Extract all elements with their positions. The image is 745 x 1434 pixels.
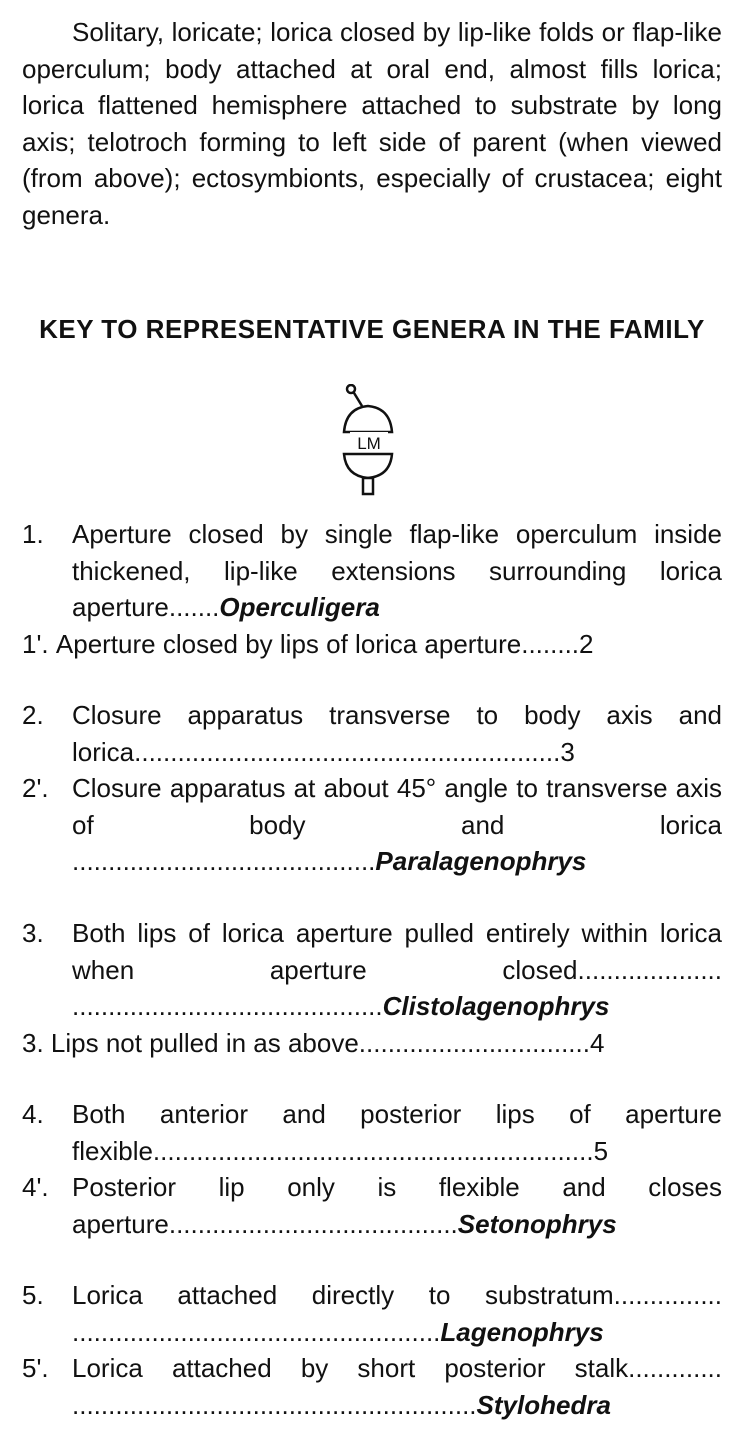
entry-number: 5'.	[22, 1353, 49, 1383]
key-entry-5-alt	[22, 1350, 722, 1423]
entry-number: 1.	[22, 519, 44, 549]
entry-text: Closure apparatus at about 45° angle to transverse axis of body and lorica ..........................................Paralagenophrys	[72, 773, 722, 876]
entry-number: 4'.	[22, 1172, 49, 1202]
key-entry-1	[22, 516, 722, 626]
entry-text: Aperture closed by single flap-like operculum inside thickened, lip-like extensions surrounding lorica aperture.......Operculigera	[72, 519, 722, 622]
entry-text: Lips not pulled in as above................................4	[50, 1027, 605, 1058]
genus-name: Stylohedra	[476, 1389, 611, 1420]
key-couplet-4	[22, 1096, 722, 1242]
key-couplet-1	[22, 516, 722, 662]
light-microscope-icon	[336, 384, 400, 502]
entry-number: 5.	[22, 1280, 44, 1310]
entry-number: 2.	[22, 700, 44, 730]
key-entry-4	[22, 1096, 722, 1169]
genus-name: Paralagenophrys	[375, 846, 587, 876]
entry-number: 3.	[22, 918, 44, 948]
key-entry-2-alt	[22, 770, 722, 880]
entry-number: 1'.	[22, 628, 49, 659]
entry-text: Lorica attached directly to substratum............... ...................................................Lagenophrys	[72, 1280, 722, 1347]
family-description: Solitary, loricate; lorica closed by lip-like folds or flap-like operculum; body attached at oral end, almost fills lorica; lorica flattened hemisphere attached to substrate by long axis; telotroch forming to left side of parent (when viewed (from above); ectosymbionts, especially of crustacea; eight genera.	[22, 17, 722, 230]
key-couplet-5	[22, 1277, 722, 1423]
entry-text: Both anterior and posterior lips of aperture flexible.............................................................5	[72, 1099, 722, 1166]
genus-name: Lagenophrys	[440, 1316, 604, 1347]
entry-number: 3.	[22, 1027, 44, 1058]
genus-name: Operculigera	[219, 592, 380, 622]
key-couplet-3	[22, 915, 722, 1061]
entry-text: Both lips of lorica aperture pulled entirely within lorica when aperture closed.................... ...........................................Clistolagenophrys	[72, 918, 722, 1021]
key-entry-3	[22, 915, 722, 1025]
key-entry-1-alt	[22, 626, 722, 663]
key-entry-4-alt	[22, 1169, 722, 1242]
entry-text: Lorica attached by short posterior stalk............. ........................................................Stylohedra	[72, 1353, 722, 1420]
entry-text: Closure apparatus transverse to body axis and lorica...........................................................3	[72, 700, 722, 767]
entry-text: Posterior lip only is flexible and closes aperture........................................Setonophrys	[72, 1172, 722, 1239]
key-heading: KEY TO REPRESENTATIVE GENERA IN THE FAMILY	[39, 314, 705, 344]
genus-name: Setonophrys	[457, 1208, 617, 1239]
lm-label: LM	[357, 434, 381, 453]
entry-text: Aperture closed by lips of lorica aperture........2	[55, 628, 594, 659]
entry-number: 4.	[22, 1099, 44, 1129]
key-entry-5	[22, 1277, 722, 1350]
genus-name: Clistolagenophrys	[382, 991, 610, 1021]
entry-number: 2'.	[22, 773, 49, 803]
key-entry-3-alt	[22, 1025, 722, 1062]
key-couplet-2	[22, 697, 722, 880]
key-entry-2	[22, 697, 722, 770]
